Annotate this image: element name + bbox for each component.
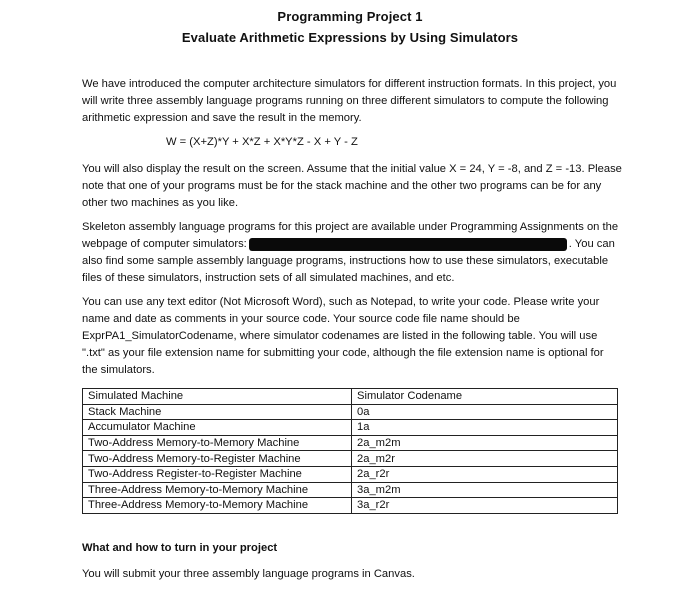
table-row <box>83 451 618 467</box>
document-title: Programming Project 1 <box>277 9 423 24</box>
table-cell: 2a_m2r <box>352 451 618 467</box>
table-cell: Two-Address Memory-to-Memory Machine <box>83 435 352 451</box>
document-subtitle: Evaluate Arithmetic Expressions by Using Simulators <box>181 30 519 45</box>
table-header-cell: Simulator Codename <box>352 389 618 405</box>
table-cell: 2a_m2m <box>352 435 618 451</box>
simulator-table <box>82 388 618 514</box>
table-header-row <box>83 389 618 405</box>
skeleton-paragraph <box>82 219 622 287</box>
table-cell: 1a <box>352 420 618 436</box>
table-cell: 2a_r2r <box>352 466 618 482</box>
table-row <box>83 435 618 451</box>
editor-note-paragraph: You can use any text editor (Not Microsoft Word), such as Notepad, to write your code. Please write your name and date as comments in your source code. Your source code file name should be ExprPA1_SimulatorCodename, where simulator codenames are listed in the following table. You will use ".txt" as your file extension name for submitting your code, although the file extension name is optional for the simulators. <box>82 296 604 376</box>
intro-paragraph: We have introduced the computer architecture simulators for different instruction formats. In this project, you will write three assembly language programs running on three different simulators to compute the following arithmetic expression and save the result in the memory. <box>82 78 617 124</box>
table-row <box>83 420 618 436</box>
table-cell: Stack Machine <box>83 404 352 420</box>
section-heading: What and how to turn in your project <box>82 542 278 554</box>
skeleton-text-before: Skeleton assembly language programs for this project are available under Programming Assignments on the webpage of computer simulators: <box>82 221 619 250</box>
table-header-cell: Simulated Machine <box>83 389 352 405</box>
table-row <box>83 466 618 482</box>
arithmetic-formula: W = (X+Z)*Y + X*Z + X*Y*Z - X + Y - Z <box>166 136 358 148</box>
table-cell: Three-Address Memory-to-Memory Machine <box>83 498 352 514</box>
table-row <box>83 498 618 514</box>
table-row <box>83 404 618 420</box>
table-cell: Two-Address Memory-to-Register Machine <box>83 451 352 467</box>
submission-paragraph: You will submit your three assembly language programs in Canvas. <box>82 568 415 580</box>
table-row <box>83 482 618 498</box>
table-cell: Accumulator Machine <box>83 420 352 436</box>
table-cell: 3a_r2r <box>352 498 618 514</box>
table-cell: Three-Address Memory-to-Memory Machine <box>83 482 352 498</box>
instructions-paragraph: You will also display the result on the screen. Assume that the initial value X = 24, Y = -8, and Z = -13. Please note that one of your programs must be for the stack machine and the other two programs can be for any other two machines as you like. <box>82 163 622 209</box>
table-cell: 0a <box>352 404 618 420</box>
table-cell: Two-Address Register-to-Register Machine <box>83 466 352 482</box>
table-cell: 3a_m2m <box>352 482 618 498</box>
redacted-url-block <box>249 238 567 251</box>
skeleton-text-after: . You can also find some sample assembly language programs, instructions how to use these simulators, executable files of these simulators, instruction sets of all simulated machines, and etc. <box>82 238 615 284</box>
